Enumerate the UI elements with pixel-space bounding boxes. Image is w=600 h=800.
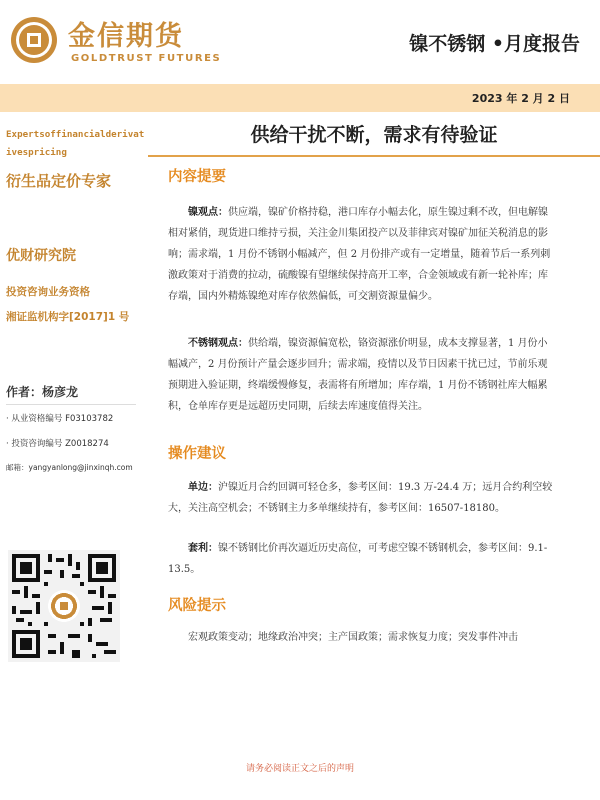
author-divider bbox=[6, 404, 136, 405]
author-name: 作者：杨彦龙 bbox=[6, 385, 79, 399]
headline-divider bbox=[148, 155, 600, 157]
qr-code bbox=[8, 550, 120, 662]
report-type-title: 镍不锈钢 •月度报告 bbox=[409, 33, 580, 55]
license-number: 湘证监机构字[2017]1 号 bbox=[6, 311, 130, 323]
author-email: 邮箱：yangyanlong@jinxinqh.com bbox=[6, 463, 133, 472]
steel-view-text: 供给端，镍资源偏宽松，铬资源涨价明显，成本支撑显著，1 月份小幅减产，2 月份预计产量会逐步回升；需求端，疫情以及节日因素干扰已过，节前乐观预期进入验证期，终端缓慢修复，表需将有所增加；库存端，1 月份不锈钢社库大幅累积，仓单库存更是远超历史同期，后续去库速度值得关注。 bbox=[168, 338, 548, 412]
report-headline: 供给干扰不断，需求有待验证 bbox=[250, 124, 498, 146]
single-side-text: 沪镍近月合约回调可轻仓多，参考区间：19.3 万-24.4 万；远月合约利空较大，关注高空机会；不锈钢主力多单继续持有，参考区间：16507-18180。 bbox=[168, 482, 553, 514]
arbitrage-label: 套利： bbox=[188, 543, 218, 554]
single-side-paragraph bbox=[168, 477, 556, 519]
institute-name: 优财研究院 bbox=[6, 248, 76, 264]
company-logo bbox=[10, 16, 58, 64]
qualification-text: 投资咨询业务资格 bbox=[6, 286, 90, 298]
english-tagline: Expertsoffinancialderivativespricing bbox=[6, 129, 145, 158]
consult-cert-number: · 投资咨询编号 Z0018274 bbox=[6, 439, 109, 449]
arbitrage-paragraph bbox=[168, 538, 556, 580]
arbitrage-text: 镍不锈钢比价再次逼近历史高位，可考虑空镍不锈钢机会，参考区间：9.1-13.5。 bbox=[168, 543, 548, 575]
chinese-tagline: 衍生品定价专家 bbox=[6, 172, 112, 190]
report-date: 2023 年 2 月 2 日 bbox=[471, 92, 570, 105]
steel-view-label: 不锈钢观点： bbox=[188, 338, 248, 349]
summary-heading: 内容提要 bbox=[168, 169, 226, 185]
steel-view-paragraph bbox=[168, 333, 556, 417]
brand-name-en: GOLDTRUST FUTURES bbox=[71, 53, 222, 64]
date-band bbox=[0, 84, 600, 112]
nickel-view-paragraph bbox=[168, 202, 556, 307]
risk-text: 宏观政策变动；地缘政治冲突；主产国政策；需求恢复力度；突发事件冲击 bbox=[188, 632, 518, 643]
risk-heading: 风险提示 bbox=[168, 598, 226, 614]
single-side-label: 单边： bbox=[188, 482, 218, 493]
sidebar bbox=[0, 112, 148, 800]
report-header bbox=[0, 0, 600, 84]
nickel-view-text: 供应端，镍矿价格持稳，港口库存小幅去化，原生镍过剩不改，但电解镍相对紧俏，现货进口维持亏损，关注金川集团投产以及菲律宾对镍矿加征关税消息的影响；需求端，1 月份不锈钢小幅减产，但 2 月份排产或有一定增量，随着节后一系列刺激政策对于消费的拉动，硫酸镍有望继续保持高开工率，合金领域或有新一轮补库；库存端，国内外精炼镍绝对库存依然偏低，可交割资源量偏少。 bbox=[168, 207, 551, 302]
advice-heading: 操作建议 bbox=[168, 446, 226, 462]
practice-cert-number: · 从业资格编号 F03103782 bbox=[6, 414, 114, 424]
nickel-view-label: 镍观点： bbox=[188, 207, 228, 218]
brand-name-cn: 金信期货 bbox=[68, 21, 184, 52]
footer-disclaimer: 请务必阅读正文之后的声明 bbox=[245, 764, 354, 774]
